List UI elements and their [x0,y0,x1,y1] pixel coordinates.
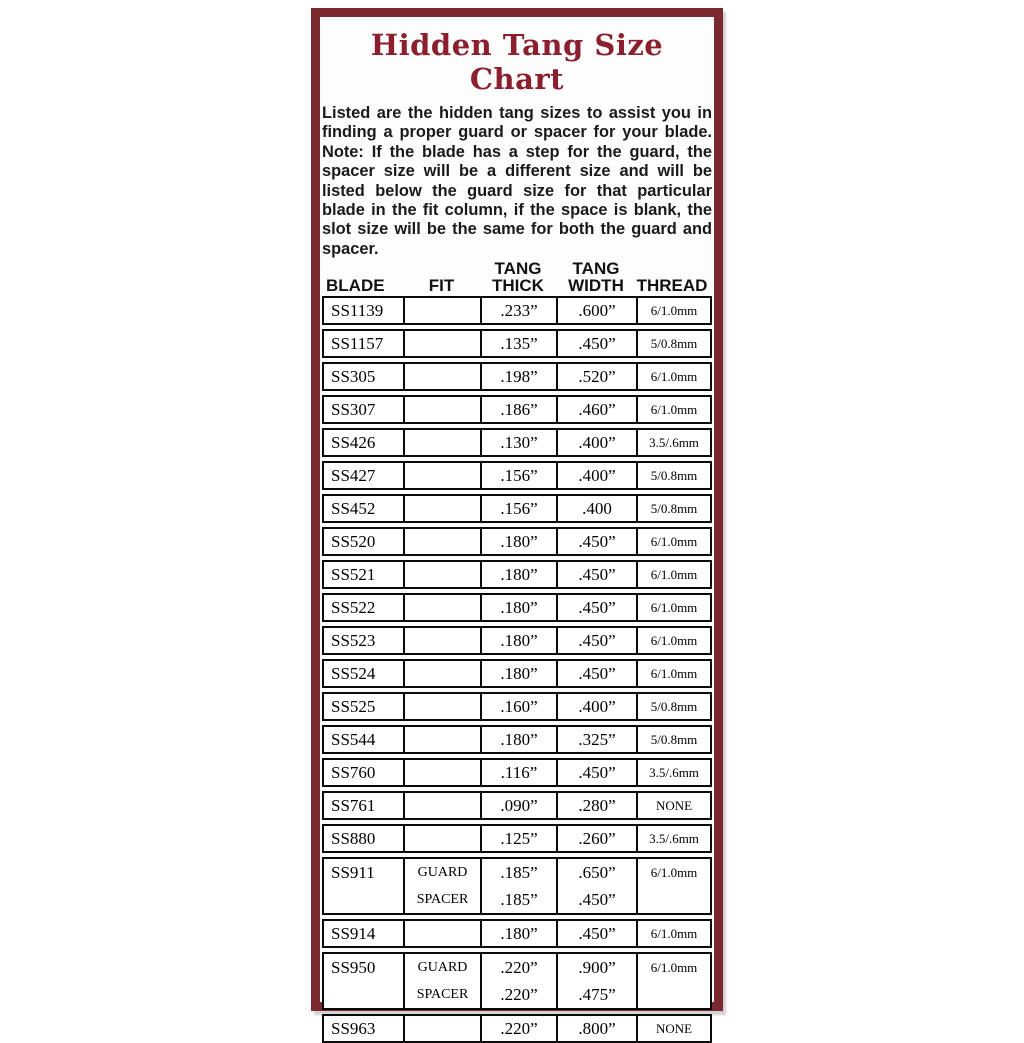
cell-value: .090” [500,796,538,816]
cell-value: .220” [500,985,538,1005]
cell-value: .460” [578,400,616,420]
cell-value: 5/0.8mm [650,501,698,517]
cell-fit [405,661,482,686]
cell-value: 6/1.0mm [650,633,698,649]
cell-value-empty [405,694,480,719]
cell-blade [324,397,405,422]
table-row [322,659,712,688]
cell-value: 3.5/.6mm [649,831,699,847]
cell-blade [324,694,405,719]
column-header-label: WIDTH [568,276,624,296]
cell-value: .260” [578,829,616,849]
cell-blade [324,760,405,785]
cell-blade [324,727,405,752]
cell-value: .130” [500,433,538,453]
cell-tang-thick [482,727,558,752]
cell-value-empty [405,595,480,620]
cell-value: .450” [578,664,616,684]
cell-tang-thick [482,826,558,851]
cell-value: .400” [578,697,616,717]
cell-thread [638,727,710,752]
cell-tang-thick [482,859,558,913]
cell-blade [324,628,405,653]
cell-value: .650” [578,863,616,883]
cell-value: .800” [578,1019,616,1039]
cell-value: .475” [578,985,616,1005]
cell-tang-thick [482,793,558,818]
column-header-blade [322,277,403,294]
cell-thread [638,463,710,488]
cell-value: GUARD [417,960,468,976]
cell-value: .600” [578,301,616,321]
cell-tang-thick [482,496,558,521]
cell-value: SS544 [331,730,376,750]
cell-value-empty [405,529,480,554]
cell-thread [638,859,710,913]
cell-thread [638,694,710,719]
cell-fit [405,760,482,785]
cell-value: SS427 [331,466,376,486]
cell-value: .900” [578,958,616,978]
column-header-label: THREAD [636,276,708,296]
column-header-top: TANG [494,259,542,279]
table-row [322,296,712,325]
cell-value: 6/1.0mm [650,534,698,550]
cell-value: GUARD [417,865,468,881]
cell-value: SS914 [331,924,376,944]
cell-blade [324,826,405,851]
cell-value: SS760 [331,763,376,783]
cell-blade [324,954,405,1008]
cell-value: .400” [578,466,616,486]
cell-thread [638,331,710,356]
cell-tang-thick [482,397,558,422]
table-row [322,461,712,490]
cell-thread [638,1016,710,1041]
cell-value: 6/1.0mm [650,926,698,942]
cell-value-empty [405,496,480,521]
cell-value: 6/1.0mm [650,402,698,418]
cell-tang-width [558,826,638,851]
cell-value: .185” [500,863,538,883]
cell-tang-thick [482,562,558,587]
cell-tang-width [558,595,638,620]
cell-fit [405,921,482,946]
table-row [322,824,712,853]
column-header-fit [403,277,480,294]
cell-tang-width [558,331,638,356]
column-header-tang-width [556,260,636,294]
table-row [322,395,712,424]
cell-fit [405,463,482,488]
table-row [322,626,712,655]
cell-tang-width [558,793,638,818]
cell-value: SS426 [331,433,376,453]
size-chart-card [311,8,723,1039]
cell-fit [405,727,482,752]
cell-value: .180” [500,565,538,585]
cell-blade [324,859,405,913]
cell-fit [405,298,482,323]
cell-value: SPACER [416,892,469,908]
cell-tang-width [558,859,638,913]
cell-fit [405,694,482,719]
cell-value: .180” [500,730,538,750]
cell-tang-thick [482,954,558,1008]
column-header-tang-thick [480,260,556,294]
cell-blade [324,921,405,946]
cell-value: .233” [500,301,538,321]
cell-value: 5/0.8mm [650,699,698,715]
cell-value: .185” [500,890,538,910]
cell-tang-width [558,661,638,686]
cell-value: SS761 [331,796,376,816]
cell-value: .450” [578,532,616,552]
cell-tang-width [558,921,638,946]
table-row [322,1014,712,1043]
cell-value: SS521 [331,565,376,585]
table-row [322,952,712,1010]
cell-fit [405,430,482,455]
cell-tang-thick [482,760,558,785]
cell-thread [638,661,710,686]
cell-blade [324,331,405,356]
cell-blade [324,562,405,587]
cell-value-empty [405,661,480,686]
cell-tang-width [558,364,638,389]
cell-thread [638,496,710,521]
cell-thread [638,954,710,1008]
cell-value: SS523 [331,631,376,651]
cell-value: SS307 [331,400,376,420]
description-text: Listed are the hidden tang sizes to assist you in finding a proper guard or spacer for your blade. Note: If the blade has a step for the guard, the spacer size will be a different size and will be listed below the guard size for that particular blade in the fit column, if the space is blank, the slot size will be the same for both the guard and spacer. [322,104,712,258]
cell-value: SS963 [331,1019,376,1039]
cell-value: .180” [500,532,538,552]
cell-tang-thick [482,298,558,323]
cell-value: SS305 [331,367,376,387]
table-header-row [322,260,712,294]
cell-blade [324,661,405,686]
cell-value: .450” [578,334,616,354]
cell-tang-thick [482,628,558,653]
cell-thread [638,628,710,653]
column-header-thread [636,277,708,294]
cell-tang-thick [482,694,558,719]
cell-thread [638,430,710,455]
cell-tang-width [558,694,638,719]
cell-fit [405,1016,482,1041]
cell-value: .400 [582,499,612,519]
cell-blade [324,1016,405,1041]
cell-tang-width [558,727,638,752]
cell-value: NONE [655,798,693,814]
cell-thread [638,793,710,818]
cell-value: .450” [578,631,616,651]
cell-fit [405,496,482,521]
cell-value: .450” [578,890,616,910]
cell-tang-thick [482,661,558,686]
cell-tang-width [558,298,638,323]
cell-value: .135” [500,334,538,354]
cell-fit [405,529,482,554]
cell-fit [405,954,482,1008]
cell-value: .198” [500,367,538,387]
cell-thread [638,760,710,785]
table-row [322,758,712,787]
cell-value: .450” [578,763,616,783]
table-row [322,560,712,589]
cell-value-empty [405,298,480,323]
table-row [322,428,712,457]
cell-thread [638,397,710,422]
cell-thread [638,364,710,389]
cell-tang-width [558,760,638,785]
cell-value: .160” [500,697,538,717]
cell-value: SS1139 [331,301,384,321]
cell-value-empty [405,1016,480,1041]
cell-tang-thick [482,463,558,488]
cell-thread [638,529,710,554]
cell-value-empty [405,364,480,389]
cell-value: 6/1.0mm [650,666,698,682]
cell-blade [324,364,405,389]
cell-value: SPACER [416,987,469,1003]
cell-thread [638,298,710,323]
cell-value-empty [405,760,480,785]
cell-tang-thick [482,595,558,620]
cell-value: .180” [500,631,538,651]
cell-tang-thick [482,364,558,389]
cell-blade [324,529,405,554]
cell-blade [324,298,405,323]
cell-value: .180” [500,924,538,944]
cell-value: .125” [500,829,538,849]
cell-tang-width [558,628,638,653]
cell-thread [638,595,710,620]
cell-value: SS911 [331,863,375,883]
cell-value: 6/1.0mm [650,303,698,319]
cell-value: .186” [500,400,538,420]
cell-value: 6/1.0mm [650,369,698,385]
cell-value-empty [405,921,480,946]
cell-blade [324,430,405,455]
cell-value: SS524 [331,664,376,684]
cell-tang-width [558,463,638,488]
cell-value: .180” [500,598,538,618]
cell-thread [638,562,710,587]
cell-tang-width [558,397,638,422]
cell-blade [324,793,405,818]
cell-value-empty [405,727,480,752]
cell-value: SS520 [331,532,376,552]
table-row [322,527,712,556]
cell-tang-thick [482,1016,558,1041]
page-title: Hidden Tang Size Chart [370,28,664,96]
cell-tang-thick [482,529,558,554]
cell-value: .220” [500,958,538,978]
cell-thread [638,826,710,851]
cell-value: .220” [500,1019,538,1039]
cell-value: SS950 [331,958,376,978]
table-row [322,725,712,754]
cell-fit [405,628,482,653]
cell-value-empty [405,397,480,422]
cell-value: 6/1.0mm [650,600,698,616]
cell-thread [638,921,710,946]
cell-value-empty [405,793,480,818]
cell-value: .450” [578,565,616,585]
cell-fit [405,397,482,422]
cell-tang-width [558,529,638,554]
cell-tang-width [558,1016,638,1041]
cell-value: 5/0.8mm [650,336,698,352]
cell-fit [405,331,482,356]
cell-value-empty [405,430,480,455]
cell-value-empty [405,463,480,488]
cell-value-empty [405,331,480,356]
table-row [322,329,712,358]
table-row [322,791,712,820]
cell-value: .450” [578,598,616,618]
cell-blade [324,496,405,521]
table-row [322,362,712,391]
table-row [322,692,712,721]
cell-value: NONE [655,1021,693,1037]
cell-tang-width [558,562,638,587]
cell-value: .116” [500,763,538,783]
cell-tang-thick [482,331,558,356]
cell-value: SS880 [331,829,376,849]
cell-fit [405,793,482,818]
cell-value-empty [405,562,480,587]
cell-tang-thick [482,430,558,455]
cell-value: .325” [578,730,616,750]
cell-value: .280” [578,796,616,816]
cell-fit [405,595,482,620]
cell-value: .450” [578,924,616,944]
table-row [322,593,712,622]
table-row [322,494,712,523]
cell-tang-thick [482,921,558,946]
cell-value: .180” [500,664,538,684]
table-row [322,919,712,948]
cell-value: 3.5/.6mm [649,435,699,451]
cell-value: 3.5/.6mm [649,765,699,781]
cell-fit [405,364,482,389]
cell-value: 6/1.0mm [650,960,698,976]
cell-value: 5/0.8mm [650,468,698,484]
cell-value: .156” [500,499,538,519]
cell-value: 5/0.8mm [650,732,698,748]
column-header-label: FIT [428,276,455,296]
cell-value: .156” [500,466,538,486]
cell-value: SS452 [331,499,376,519]
cell-value: 6/1.0mm [650,865,698,881]
cell-value: .400” [578,433,616,453]
cell-value: SS1157 [331,334,384,354]
cell-value-empty [405,826,480,851]
cell-tang-width [558,496,638,521]
column-header-label: BLADE [326,276,385,296]
column-header-top: TANG [572,259,620,279]
column-header-label: THICK [492,276,544,296]
cell-tang-width [558,954,638,1008]
cell-value: SS522 [331,598,376,618]
cell-blade [324,595,405,620]
cell-value: .520” [578,367,616,387]
cell-tang-width [558,430,638,455]
cell-fit [405,859,482,913]
cell-value: SS525 [331,697,376,717]
cell-value: 6/1.0mm [650,567,698,583]
cell-value-empty [405,628,480,653]
cell-fit [405,562,482,587]
table-row [322,857,712,915]
cell-fit [405,826,482,851]
table-body [322,296,712,1043]
cell-blade [324,463,405,488]
